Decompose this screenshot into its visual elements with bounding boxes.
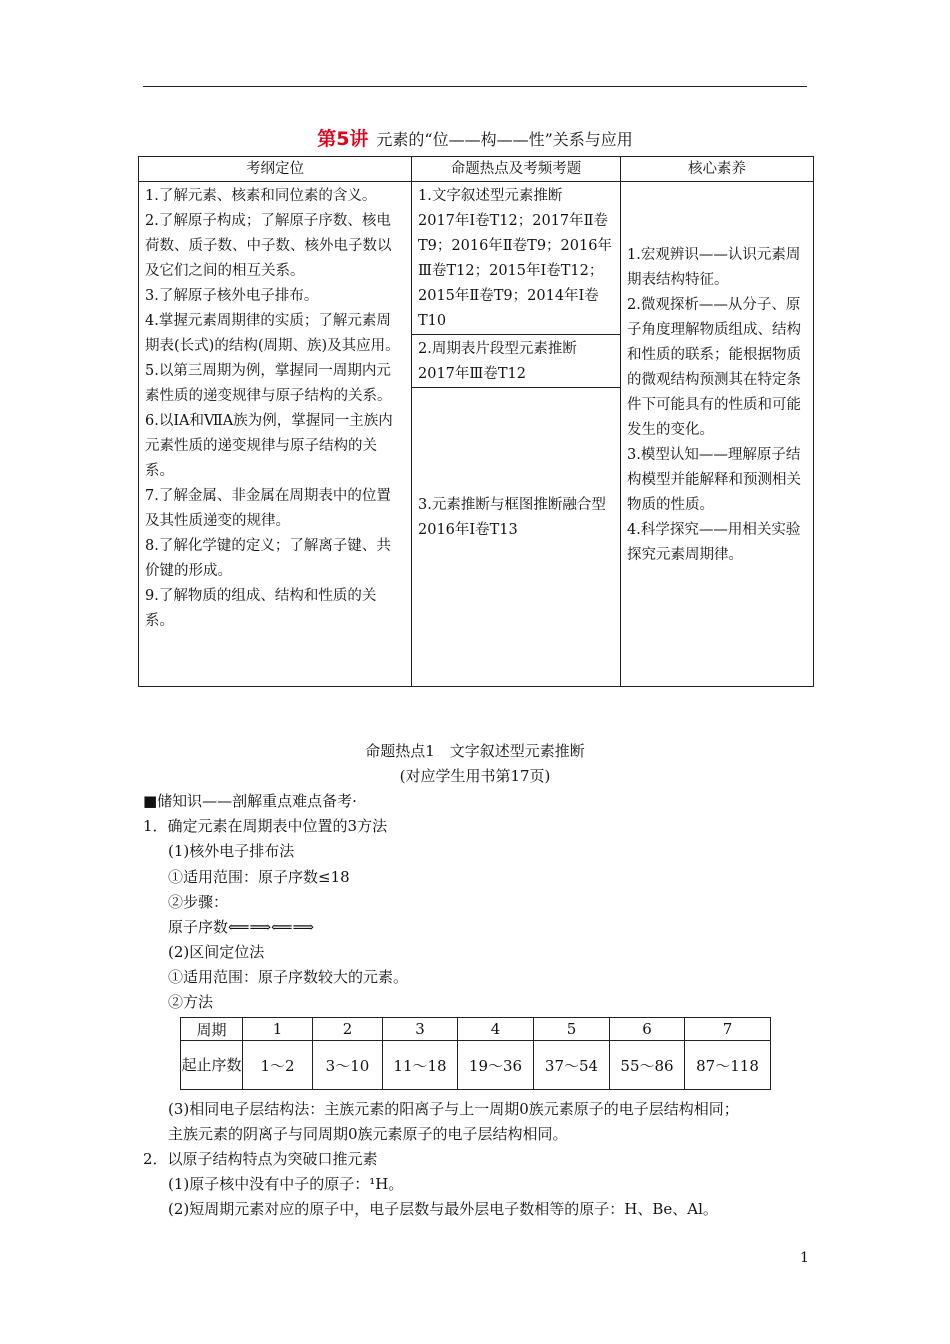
range-cell: 19～36 [458, 1041, 534, 1090]
section-heading: ■储知识——剖解重点难点备考· [143, 792, 357, 810]
hotspot-item [412, 335, 620, 388]
syllabus-item: 9.了解物质的组成、结构和性质的关系。 [145, 588, 377, 629]
syllabus-item: 4.掌握元素周期律的实质；了解元素周期表(长式)的结构(周期、族)及其应用。 [145, 313, 400, 354]
header-rule [143, 86, 807, 87]
text-line: ②步骤： [168, 893, 229, 911]
text-line: ①适用范围：原子序数≤18 [168, 868, 350, 886]
range-cell: 1～2 [243, 1041, 313, 1090]
period-cell: 6 [610, 1018, 685, 1041]
syllabus-column [139, 182, 412, 687]
text-line: (1)原子核中没有中子的原子：¹H。 [168, 1175, 404, 1193]
lecture-title: 元素的“位——构——性”关系与应用 [376, 130, 633, 149]
syllabus-table [138, 156, 814, 687]
page-title [0, 124, 950, 151]
header-cell: 核心素养 [621, 157, 814, 182]
header-cell: 命题热点及考频考题 [412, 157, 621, 182]
row-label: 起止序数 [181, 1041, 243, 1090]
syllabus-item: 2.了解原子构成；了解原子序数、核电荷数、质子数、中子数、核外电子数以及它们之间的相互关系。 [145, 213, 392, 279]
period-cell: 3 [383, 1018, 458, 1041]
period-cell: 4 [458, 1018, 534, 1041]
lecture-number: 第5讲 [317, 128, 369, 150]
syllabus-item: 6.以ⅠA和ⅦA族为例，掌握同一主族内元素性质的递变规律与原子结构的关系。 [145, 413, 393, 479]
competency-item: 2.微观探析——从分子、原子角度理解物质组成、结构和性质的联系；能根据物质的微观结构预测其在特定条件下可能具有的性质和可能发生的变化。 [627, 296, 801, 438]
period-range-table [180, 1017, 771, 1090]
competency-item: 3.模型认知——理解原子结构模型并能解释和预测相关物质的性质。 [627, 446, 801, 513]
hotspot-title: 1.文字叙述型元素推断 [418, 188, 563, 204]
method-heading: (2)区间定位法 [168, 943, 265, 961]
hotspot-title: 3.元素推断与框图推断融合型 [418, 497, 606, 513]
competency-item: 4.科学探究——用相关实验探究元素周期律。 [627, 521, 801, 563]
syllabus-item: 8.了解化学键的定义；了解离子键、共价键的形成。 [145, 538, 391, 579]
hotspot-refs: 2016年Ⅰ卷T13 [418, 522, 518, 538]
header-cell: 考纲定位 [139, 157, 412, 182]
text-line: (3)相同电子层结构法：主族元素的阳离子与上一周期0族元素原子的电子层结构相同； [168, 1100, 739, 1118]
range-cell: 3～10 [313, 1041, 383, 1090]
row-label: 周期 [181, 1018, 243, 1041]
point-heading: 2．以原子结构特点为突破口推元素 [143, 1150, 378, 1168]
text-line: (2)短周期元素对应的原子中，电子层数与最外层电子数相等的原子：H、Be、Al。 [168, 1200, 718, 1218]
text-line: ②方法 [168, 993, 214, 1011]
competency-item: 1.宏观辨识——认识元素周期表结构特征。 [627, 246, 801, 288]
text-line: ①适用范围：原子序数较大的元素。 [168, 968, 409, 986]
range-cell: 55～86 [610, 1041, 685, 1090]
syllabus-item: 5.以第三周期为例，掌握同一周期内元素性质的递变规律与原子结构的关系。 [145, 363, 392, 404]
hotspot-title: 2.周期表片段型元素推断 [418, 341, 577, 357]
syllabus-item: 7.了解金属、非金属在周期表中的位置及其性质递变的规律。 [145, 488, 391, 529]
range-cell: 11～18 [383, 1041, 458, 1090]
range-cell: 37～54 [534, 1041, 610, 1090]
point-heading: 1．确定元素在周期表中位置的3方法 [143, 817, 388, 835]
text-line: 主族元素的阴离子与同周期0族元素原子的电子层结构相同。 [168, 1125, 568, 1143]
hotspot-item [412, 388, 620, 545]
range-cell: 87～118 [685, 1041, 771, 1090]
hotspot-item [412, 182, 620, 335]
period-cell: 1 [243, 1018, 313, 1041]
hotspot-refs: 2017年Ⅲ卷T12 [418, 366, 527, 382]
period-cell: 2 [313, 1018, 383, 1041]
section-subtitle: (对应学生用书第17页) [399, 767, 551, 785]
period-cell: 7 [685, 1018, 771, 1041]
hotspot-refs: 2017年Ⅰ卷T12；2017年Ⅱ卷T9；2016年Ⅱ卷T9；2016年Ⅲ卷T12；2015年Ⅰ卷T12；2015年Ⅱ卷T9；2014年Ⅰ卷T10 [418, 213, 612, 329]
text-line: 原子序数⟸⟹⟸⟹ [168, 918, 315, 936]
hotspot-column [412, 182, 621, 687]
syllabus-item: 1.了解元素、核素和同位素的含义。 [145, 188, 377, 204]
competency-column [621, 182, 814, 687]
period-cell: 5 [534, 1018, 610, 1041]
syllabus-item: 3.了解原子核外电子排布。 [145, 288, 319, 304]
method-heading: (1)核外电子排布法 [168, 842, 295, 860]
section-title: 命题热点1 文字叙述型元素推断 [365, 742, 585, 760]
page-number: 1 [800, 1250, 809, 1266]
